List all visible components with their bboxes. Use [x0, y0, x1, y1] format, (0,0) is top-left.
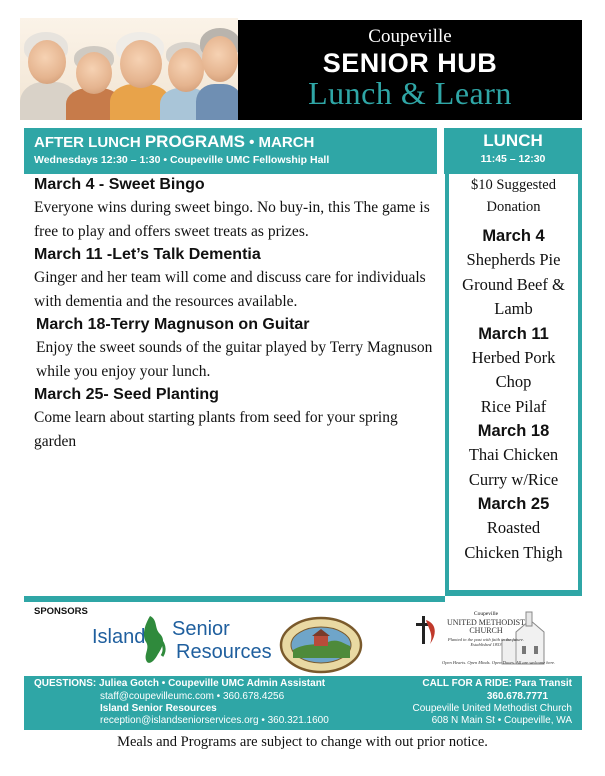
contact-footer — [24, 676, 582, 730]
program-description: Ginger and her team will come and discuss care for individuals with dementia and the resources available. — [34, 269, 426, 310]
lunch-header — [444, 128, 582, 174]
menu-date: March 18 — [477, 422, 550, 440]
title-lunch-learn: Lunch & Learn — [308, 75, 512, 111]
menu-date: March 25 — [477, 495, 550, 513]
title-city: Coupeville — [368, 26, 452, 47]
title-hub: SENIOR HUB — [322, 48, 498, 78]
isr-senior-text: Senior — [172, 618, 230, 640]
program-item — [34, 174, 434, 244]
ride-label: CALL FOR A RIDE: Para Transit — [422, 678, 572, 689]
church-tagline: Planted in the past with faith in the future. Established 1853 — [447, 637, 525, 647]
program-heading: March 25- Seed Planting — [34, 386, 219, 403]
menu-item: Roasted — [486, 518, 541, 537]
menu-item: Shepherds Pie — [466, 250, 561, 269]
menu-date: March 11 — [478, 324, 549, 343]
isr-resources-text: Resources — [176, 641, 272, 663]
church-name-small: Coupeville — [473, 611, 499, 617]
isr-contact-name: Island Senior Resources — [100, 703, 217, 714]
menu-item: Lamb — [494, 299, 533, 318]
town-of-coupeville-seal — [278, 616, 364, 674]
lunch-title: LUNCH — [483, 131, 543, 150]
church-address: 608 N Main St • Coupeville, WA — [431, 715, 572, 726]
programs-list — [34, 174, 434, 454]
program-item — [34, 244, 434, 314]
island-senior-resources-logo — [92, 612, 272, 670]
lunch-time: 11:45 – 12:30 — [480, 153, 546, 165]
program-description: Everyone wins during sweet bingo. No buy-in, this The game is free to play and offers sweet treats as prizes. — [34, 199, 430, 240]
church-motto: Open Hearts. Open Minds. Open Doors. All are welcome here. — [442, 660, 556, 665]
menu-item: Herbed Pork — [471, 347, 556, 367]
questions-contact: QUESTIONS: Juliea Gotch • Coupeville UMC Admin Assistant — [34, 678, 326, 689]
program-heading: March 11 -Let’s Talk Dementia — [34, 246, 261, 263]
program-description: Come learn about starting plants from seed for your spring garden — [34, 409, 398, 450]
lunch-menu — [445, 174, 582, 596]
menu-item: Chop — [495, 372, 532, 391]
change-notice: Meals and Programs are subject to change with out prior notice. — [117, 734, 488, 750]
programs-schedule: Wednesdays 12:30 – 1:30 • Coupeville UMC Fellowship Hall — [34, 154, 330, 166]
menu-date: March 4 — [482, 227, 545, 245]
title-banner — [238, 20, 582, 120]
program-heading: March 18-Terry Magnuson on Guitar — [36, 316, 310, 333]
isr-email-phone[interactable]: reception@islandseniorservices.org • 360.321.1600 — [100, 715, 329, 726]
menu-item: Ground Beef & — [462, 274, 565, 294]
menu-item: Rice Pilaf — [480, 396, 547, 416]
programs-header — [24, 128, 437, 174]
seniors-photo — [20, 18, 238, 120]
program-description: Enjoy the sweet sounds of the guitar played by Terry Magnuson while you enjoy your lunch. — [36, 339, 433, 380]
menu-item: Thai Chicken — [468, 445, 559, 464]
sponsors-label: SPONSORS — [34, 606, 88, 617]
menu-list — [449, 224, 578, 565]
town-seal-icon — [278, 616, 364, 674]
program-item — [34, 384, 434, 454]
menu-item: Chicken Thigh — [464, 542, 563, 562]
menu-item: Curry w/Rice — [468, 469, 559, 489]
ride-phone[interactable]: 360.678.7771 — [486, 691, 548, 702]
program-item — [34, 314, 434, 384]
programs-title: AFTER LUNCH PROGRAMS • MARCH — [34, 132, 315, 151]
staff-email-phone[interactable]: staff@coupevilleumc.com • 360.678.4256 — [100, 691, 285, 702]
church-full-name: Coupeville United Methodist Church — [412, 703, 572, 714]
section-divider — [24, 596, 445, 602]
suggested-donation: $10 Suggested Donation — [471, 177, 556, 215]
isr-island-text: Island — [92, 626, 146, 648]
church-name: UNITED METHODIST CHURCH — [447, 618, 525, 635]
program-heading: March 4 - Sweet Bingo — [34, 176, 205, 193]
